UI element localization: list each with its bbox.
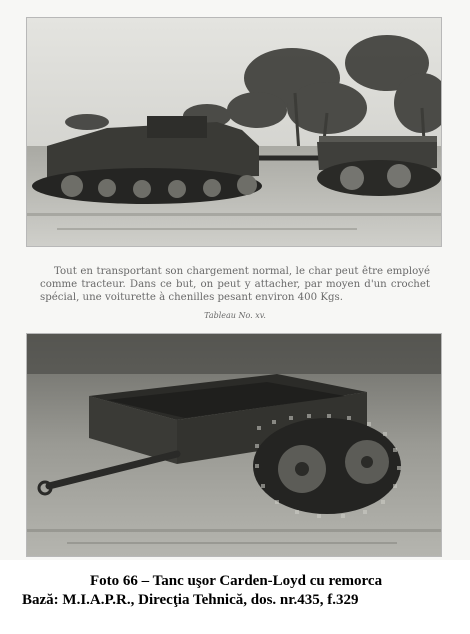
caption-source <box>22 591 462 610</box>
table-label: Tableau No. xv. <box>204 311 266 320</box>
photo-tracked-trailer <box>26 333 442 557</box>
caption-source-text: : M.I.A.P.R., Direcţia Tehnică, dos. nr.435, f.329 <box>53 592 359 608</box>
caption-title: Foto 66 – Tanc uşor Carden-Loyd cu remorca <box>90 573 383 589</box>
photo-tracked-trailer-image <box>27 334 441 556</box>
description-paragraph: Tout en transportant son chargement normal, le char peut être employé comme tracteur. Dans ce but, on peut y attacher, par moyen d'un crochet spécial, une voiturette à chenilles pesant environ 400 Kgs. <box>40 266 430 303</box>
photo-tank-with-trailer <box>26 17 442 247</box>
photo-caption <box>22 572 462 610</box>
caption-source-label: Bază <box>22 592 54 608</box>
photo-tank-with-trailer-image <box>27 18 441 246</box>
